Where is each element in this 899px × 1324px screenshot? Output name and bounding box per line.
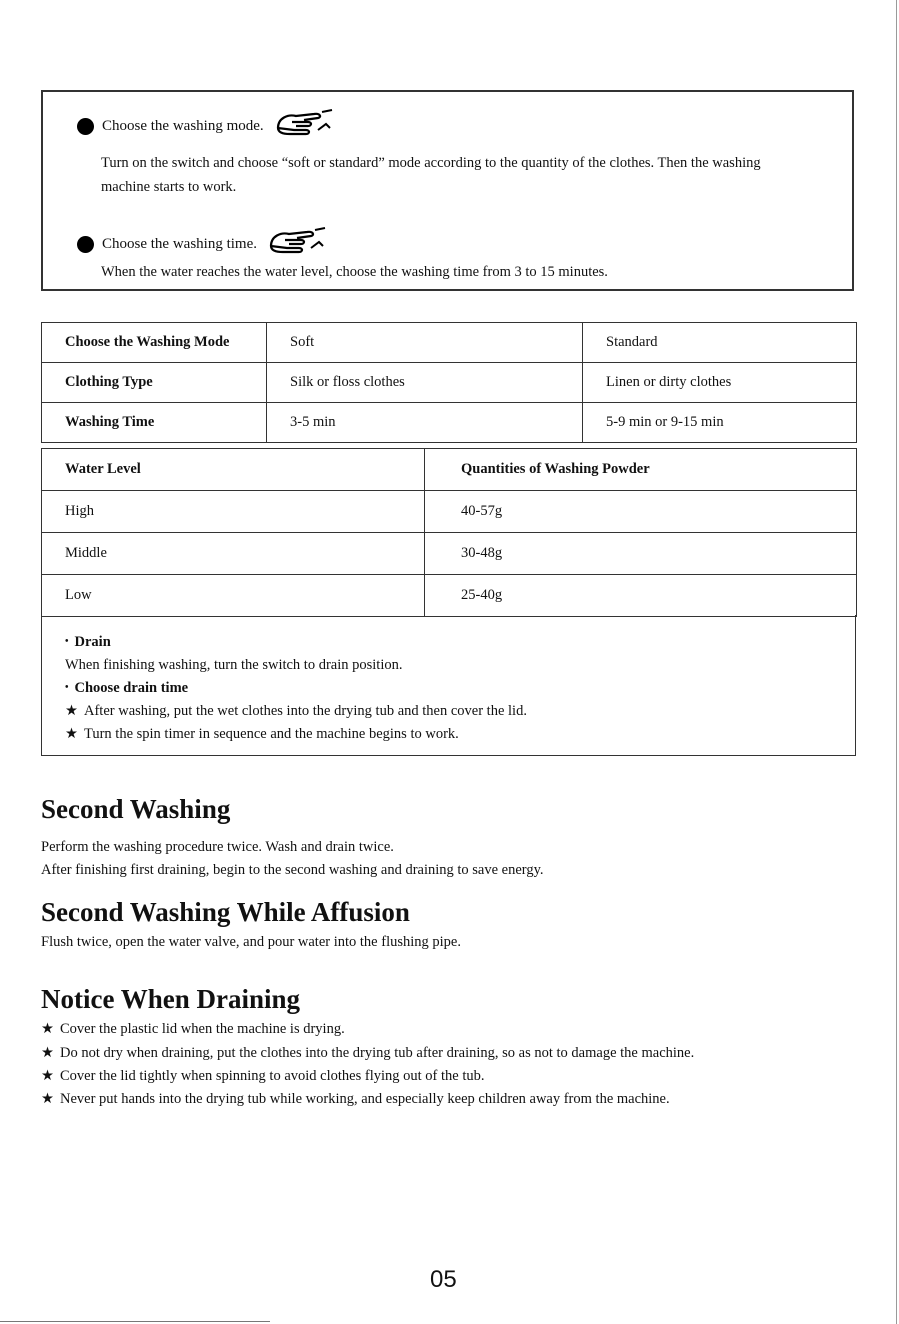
notice-item-text: Cover the lid tightly when spinning to avoid clothes flying out of the tub. (60, 1068, 485, 1084)
table-header-row (42, 449, 857, 491)
mode-heading-row (77, 108, 336, 145)
table-cell: Washing Time (42, 403, 267, 443)
table-cell: Clothing Type (42, 363, 267, 403)
table-cell: 40-57g (425, 491, 857, 533)
drain-subtitle: Choose drain time (74, 680, 189, 696)
table-row (42, 363, 857, 403)
star-icon: ★ (65, 726, 78, 742)
star-icon: ★ (41, 1091, 54, 1107)
notice-item (41, 1068, 484, 1085)
drain-line1: When finishing washing, turn the switch to drain position. (65, 657, 403, 673)
washing-mode-table (41, 322, 857, 443)
notice-heading: Notice When Draining (41, 984, 301, 1014)
time-heading: Choose the washing time. (102, 236, 257, 252)
table-row (42, 575, 857, 617)
star-icon: ★ (41, 1068, 54, 1084)
table-cell: Standard (583, 323, 857, 363)
affusion-heading: Second Washing While Affusion (41, 897, 410, 927)
second-washing-heading: Second Washing (41, 794, 231, 824)
table-cell: Low (42, 575, 425, 617)
mode-description-line2: machine starts to work. (101, 179, 237, 195)
table-header-cell: Quantities of Washing Powder (425, 449, 857, 491)
table-cell: Linen or dirty clothes (583, 363, 857, 403)
table-header-cell: Water Level (42, 449, 425, 491)
notice-item-text: Do not dry when draining, put the clothes into the drying tub after draining, so as not to damage the machine. (60, 1045, 695, 1061)
star-icon: ★ (41, 1021, 54, 1037)
drain-item1: After washing, put the wet clothes into the drying tub and then cover the lid. (84, 703, 527, 719)
drain-subtitle-row (65, 680, 188, 697)
affusion-line1: Flush twice, open the water valve, and pour water into the flushing pipe. (41, 934, 461, 950)
drain-item2-row (65, 726, 459, 743)
time-description: When the water reaches the water level, choose the washing time from 3 to 15 minutes. (101, 264, 608, 280)
table-cell: Soft (267, 323, 583, 363)
second-washing-line2: After finishing first draining, begin to the second washing and draining to save energy. (41, 862, 544, 878)
water-level-table (41, 448, 857, 617)
notice-item (41, 1021, 345, 1038)
page-number: 05 (430, 1266, 457, 1293)
table-cell: High (42, 491, 425, 533)
footer-rule (0, 1321, 270, 1322)
table-cell: 30-48g (425, 533, 857, 575)
table-cell: Silk or floss clothes (267, 363, 583, 403)
time-heading-row (77, 226, 329, 263)
notice-item (41, 1091, 670, 1108)
table-row (42, 323, 857, 363)
second-washing-line1: Perform the washing procedure twice. Wash and drain twice. (41, 839, 394, 855)
table-row (42, 491, 857, 533)
mode-description (101, 151, 841, 199)
table-cell: 5-9 min or 9-15 min (583, 403, 857, 443)
bullet-dot-icon (77, 236, 94, 253)
table-cell: Choose the Washing Mode (42, 323, 267, 363)
drain-item1-row (65, 703, 527, 720)
notice-item (41, 1045, 694, 1062)
table-row (42, 533, 857, 575)
pointing-hand-icon (267, 226, 329, 263)
mode-heading: Choose the washing mode. (102, 118, 264, 134)
bullet-icon: • (65, 682, 69, 693)
page-edge-rule (896, 0, 897, 1324)
notice-item-text: Never put hands into the drying tub while working, and especially keep children away from the machine. (60, 1091, 670, 1107)
table-cell: 25-40g (425, 575, 857, 617)
bullet-dot-icon (77, 118, 94, 135)
drain-title-row (65, 634, 111, 651)
table-row (42, 403, 857, 443)
instructions-box (41, 90, 854, 291)
bullet-icon: • (65, 636, 69, 647)
drain-item2: Turn the spin timer in sequence and the machine begins to work. (84, 726, 459, 742)
mode-description-line1: Turn on the switch and choose “soft or standard” mode according to the quantity of the clothes. Then the washing (101, 155, 761, 171)
drain-title: Drain (74, 634, 111, 650)
star-icon: ★ (65, 703, 78, 719)
drain-box (41, 615, 856, 756)
notice-item-text: Cover the plastic lid when the machine is drying. (60, 1021, 345, 1037)
pointing-hand-icon (274, 108, 336, 145)
table-cell: Middle (42, 533, 425, 575)
star-icon: ★ (41, 1045, 54, 1061)
table-cell: 3-5 min (267, 403, 583, 443)
